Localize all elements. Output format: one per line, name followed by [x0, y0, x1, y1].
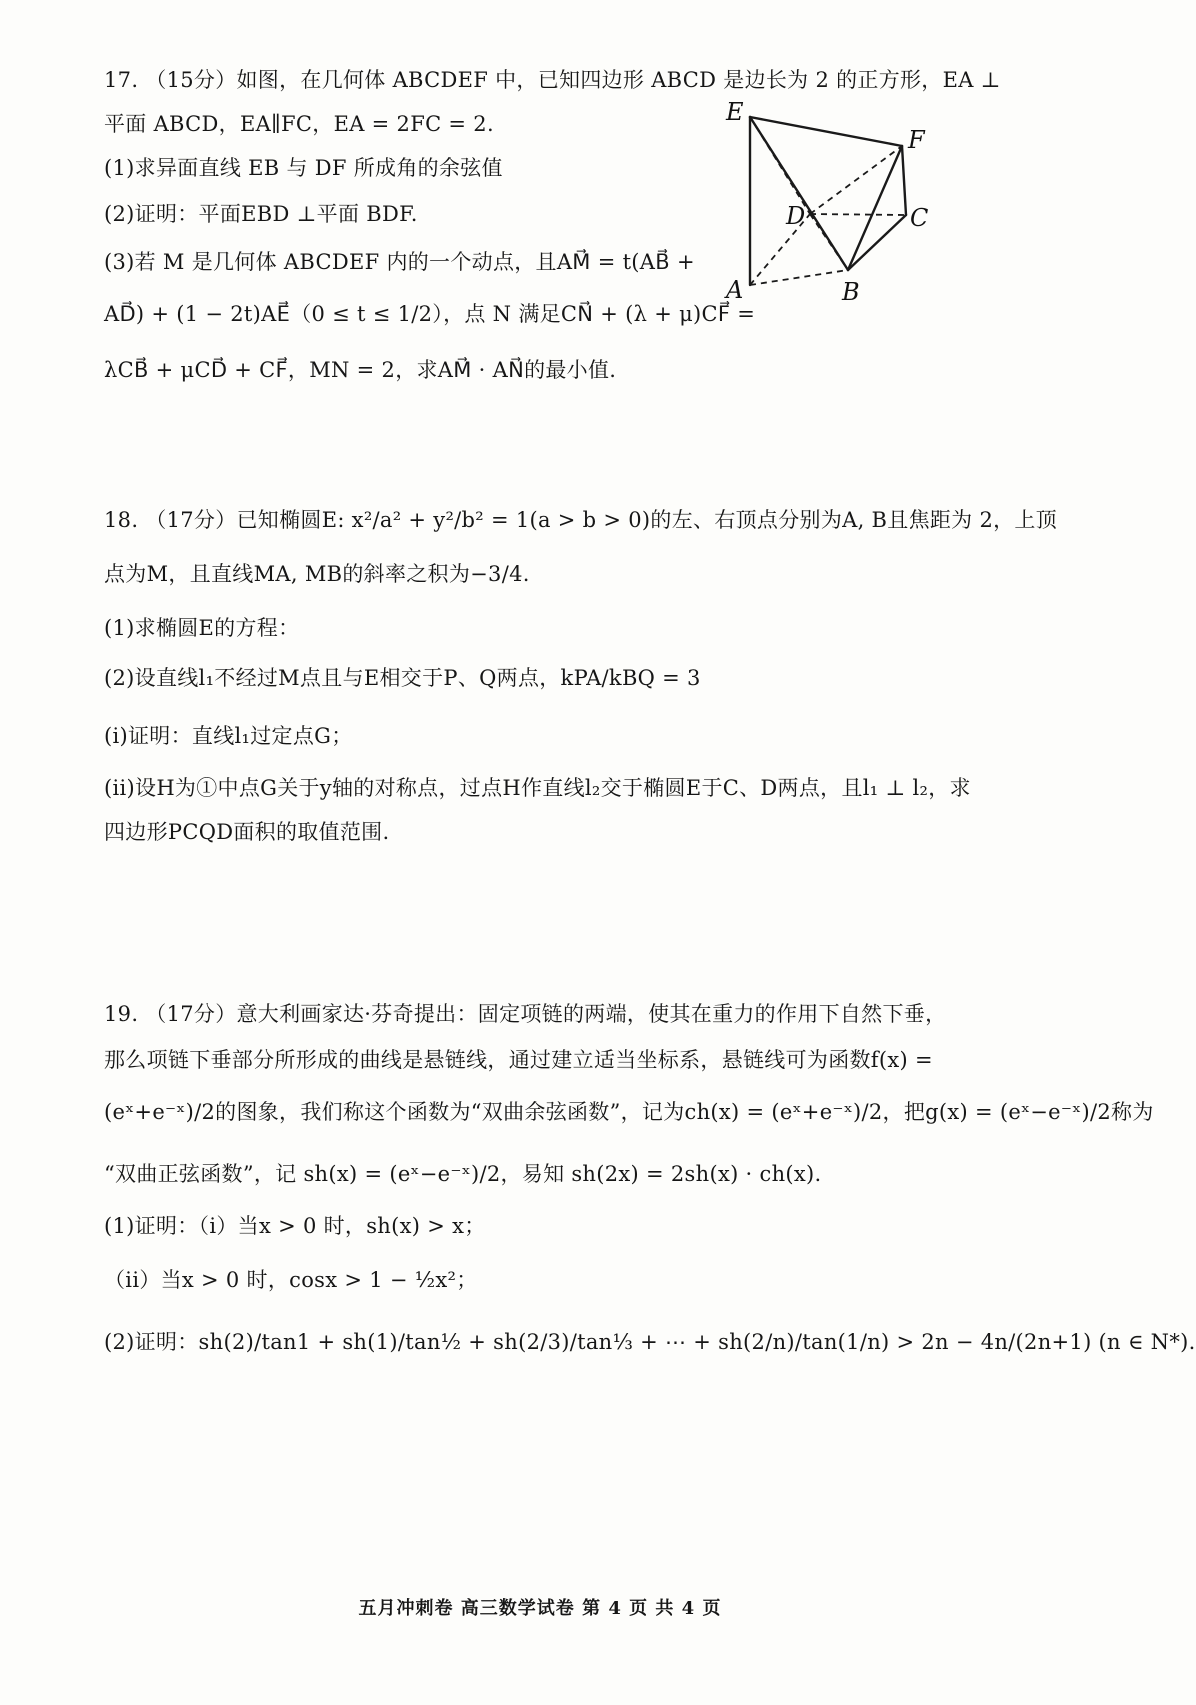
vertex-label-A: A — [726, 276, 744, 304]
q17-part-1: (1)求异面直线 EB 与 DF 所成角的余弦值 — [104, 156, 503, 180]
geometry-figure — [720, 100, 1020, 330]
edge-AB — [750, 270, 848, 285]
vertex-label-B: B — [842, 278, 860, 306]
q17-part-3-line-1: (3)若 M 是几何体 ABCDEF 内的一个动点，且AM⃗ = t(AB⃗ + — [104, 250, 695, 274]
vertex-label-E: E — [726, 98, 744, 126]
edge-DB — [810, 214, 848, 270]
q19-line-2: 那么项链下垂部分所形成的曲线是悬链线，通过建立适当坐标系，悬链线可为函数f(x) = — [104, 1048, 933, 1072]
edge-EF — [750, 117, 902, 146]
q19-part-1-ii: （ii）当x > 0 时，cosx > 1 − ½x²； — [104, 1268, 478, 1292]
edge-CB — [848, 215, 906, 270]
q18-part-2-i: (i)证明：直线l₁过定点G； — [104, 724, 353, 748]
q18-line-1: 18. （17分）已知椭圆E: x²/a² + y²/b² = 1(a > b > 0)的左、右顶点分别为A, B且焦距为 2，上顶 — [104, 508, 1058, 532]
q18-part-2-ii-line-2: 四边形PCQD面积的取值范围. — [104, 820, 390, 844]
q19-line-1: 19. （17分）意大利画家达·芬奇提出：固定项链的两端，使其在重力的作用下自然下垂， — [104, 1002, 947, 1026]
q17-line-2: 平面 ABCD，EA∥FC，EA = 2FC = 2. — [104, 112, 494, 136]
q18-part-1: (1)求椭圆E的方程： — [104, 616, 300, 640]
q19-part-1-i: (1)证明：（i）当x > 0 时，sh(x) > x； — [104, 1214, 486, 1238]
vertex-label-D: D — [786, 202, 806, 230]
q19-part-2: (2)证明：sh(2)/tan1 + sh(1)/tan½ + sh(2/3)/tan⅓ + ⋯ + sh(2/n)/tan(1/n) > 2n − 4n/(2n+1) (n ∈ N*). — [104, 1330, 1196, 1354]
vertex-label-C: C — [910, 204, 929, 232]
q19-line-4: “双曲正弦函数”，记 sh(x) = (eˣ−e⁻ˣ)/2，易知 sh(2x) = 2sh(x) · ch(x). — [104, 1162, 822, 1186]
edge-DC — [810, 214, 906, 215]
q18-part-2: (2)设直线l₁不经过M点且与E相交于P、Q两点，kPA/kBQ = 3 — [104, 666, 701, 690]
q17-line-1: 17. （15分）如图，在几何体 ABCDEF 中，已知四边形 ABCD 是边长为 2 的正方形，EA ⊥ — [104, 68, 1001, 92]
q18-part-2-ii-line-1: (ii)设H为①中点G关于y轴的对称点，过点H作直线l₂交于椭圆E于C、D两点，且l₁ ⊥ l₂，求 — [104, 776, 971, 800]
q17-part-3-line-3: λCB⃗ + μCD⃗ + CF⃗，MN = 2，求AM⃗ · AN⃗的最小值. — [104, 358, 617, 382]
q17-part-3-line-2: AD⃗) + (1 − 2t)AE⃗（0 ≤ t ≤ 1/2），点 N 满足CN⃗ + (λ + μ)CF⃗ = — [104, 302, 756, 326]
page-footer: 五月冲刺卷 高三数学试卷 第 4 页 共 4 页 — [358, 1598, 722, 1619]
q18-line-2: 点为M，且直线MA, MB的斜率之积为−3/4. — [104, 562, 530, 586]
edge-FB — [848, 146, 902, 270]
solid-abcdef-diagram — [720, 100, 1020, 330]
q19-line-3: (eˣ+e⁻ˣ)/2的图象，我们称这个函数为“双曲余弦函数”，记为ch(x) = (eˣ+e⁻ˣ)/2，把g(x) = (eˣ−e⁻ˣ)/2称为 — [104, 1100, 1154, 1124]
vertex-label-F: F — [908, 126, 925, 154]
edge-FC — [902, 146, 906, 215]
q17-part-2: (2)证明：平面EBD ⊥平面 BDF. — [104, 202, 418, 226]
